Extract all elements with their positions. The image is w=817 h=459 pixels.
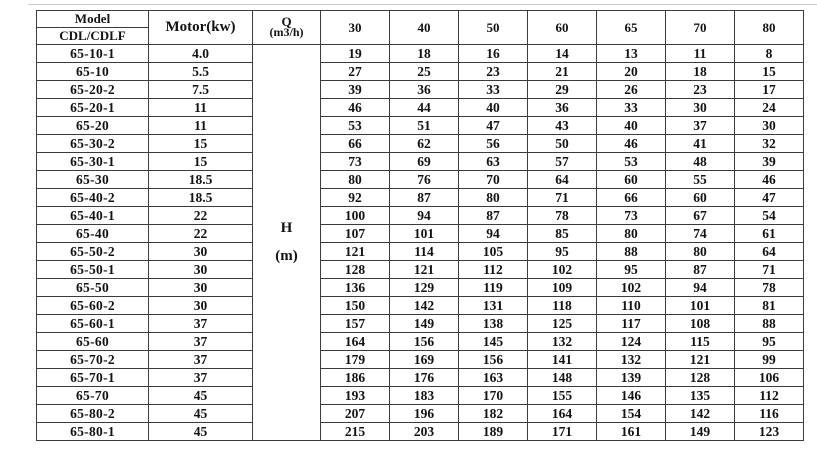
motor-power-cell: 45 bbox=[149, 423, 253, 441]
head-value-cell: 54 bbox=[735, 207, 804, 225]
head-value-cell: 61 bbox=[735, 225, 804, 243]
head-value-cell: 94 bbox=[459, 225, 528, 243]
head-value-cell: 25 bbox=[390, 63, 459, 81]
head-value-cell: 121 bbox=[390, 261, 459, 279]
motor-power-cell: 45 bbox=[149, 405, 253, 423]
motor-power-cell: 22 bbox=[149, 225, 253, 243]
model-cell: 65-60-2 bbox=[37, 297, 149, 315]
header-flow-50: 50 bbox=[459, 11, 528, 45]
head-value-cell: 132 bbox=[597, 351, 666, 369]
header-flow-unit bbox=[253, 11, 321, 45]
head-value-cell: 85 bbox=[528, 225, 597, 243]
table-row bbox=[37, 99, 804, 117]
header-model-series: CDL/CDLF bbox=[37, 28, 149, 45]
head-value-cell: 112 bbox=[735, 387, 804, 405]
head-value-cell: 17 bbox=[735, 81, 804, 99]
motor-power-cell: 30 bbox=[149, 243, 253, 261]
model-cell: 65-70 bbox=[37, 387, 149, 405]
table-row bbox=[37, 45, 804, 63]
head-value-cell: 74 bbox=[666, 225, 735, 243]
table-row bbox=[37, 315, 804, 333]
head-value-cell: 70 bbox=[459, 171, 528, 189]
head-value-cell: 100 bbox=[321, 207, 390, 225]
pump-spec-table bbox=[36, 10, 804, 441]
head-value-cell: 161 bbox=[597, 423, 666, 441]
h-symbol: H bbox=[280, 220, 293, 236]
head-value-cell: 40 bbox=[459, 99, 528, 117]
head-value-cell: 146 bbox=[597, 387, 666, 405]
head-value-cell: 92 bbox=[321, 189, 390, 207]
h-unit: (m) bbox=[275, 248, 298, 264]
head-value-cell: 102 bbox=[597, 279, 666, 297]
head-value-cell: 110 bbox=[597, 297, 666, 315]
head-value-cell: 81 bbox=[735, 297, 804, 315]
motor-power-cell: 15 bbox=[149, 135, 253, 153]
head-value-cell: 24 bbox=[735, 99, 804, 117]
head-value-cell: 156 bbox=[390, 333, 459, 351]
head-value-cell: 148 bbox=[528, 369, 597, 387]
table-row bbox=[37, 207, 804, 225]
head-value-cell: 44 bbox=[390, 99, 459, 117]
head-value-cell: 94 bbox=[666, 279, 735, 297]
head-value-cell: 69 bbox=[390, 153, 459, 171]
head-value-cell: 155 bbox=[528, 387, 597, 405]
head-value-cell: 8 bbox=[735, 45, 804, 63]
head-value-cell: 46 bbox=[735, 171, 804, 189]
head-value-cell: 56 bbox=[459, 135, 528, 153]
head-value-cell: 16 bbox=[459, 45, 528, 63]
table-row bbox=[37, 405, 804, 423]
head-value-cell: 11 bbox=[666, 45, 735, 63]
head-value-cell: 71 bbox=[735, 261, 804, 279]
head-value-cell: 60 bbox=[597, 171, 666, 189]
head-value-cell: 36 bbox=[390, 81, 459, 99]
head-value-cell: 53 bbox=[321, 117, 390, 135]
model-cell: 65-60-1 bbox=[37, 315, 149, 333]
head-value-cell: 71 bbox=[528, 189, 597, 207]
head-value-cell: 163 bbox=[459, 369, 528, 387]
head-value-cell: 215 bbox=[321, 423, 390, 441]
head-value-cell: 53 bbox=[597, 153, 666, 171]
head-value-cell: 125 bbox=[528, 315, 597, 333]
table-row bbox=[37, 297, 804, 315]
head-value-cell: 193 bbox=[321, 387, 390, 405]
head-value-cell: 123 bbox=[735, 423, 804, 441]
table-row bbox=[37, 333, 804, 351]
head-value-cell: 87 bbox=[390, 189, 459, 207]
head-value-cell: 78 bbox=[735, 279, 804, 297]
head-value-cell: 80 bbox=[321, 171, 390, 189]
head-value-cell: 108 bbox=[666, 315, 735, 333]
head-value-cell: 30 bbox=[666, 99, 735, 117]
head-value-cell: 101 bbox=[666, 297, 735, 315]
table-row bbox=[37, 171, 804, 189]
head-value-cell: 128 bbox=[321, 261, 390, 279]
head-value-cell: 62 bbox=[390, 135, 459, 153]
head-value-cell: 80 bbox=[597, 225, 666, 243]
head-value-cell: 23 bbox=[666, 81, 735, 99]
head-value-cell: 189 bbox=[459, 423, 528, 441]
head-value-cell: 171 bbox=[528, 423, 597, 441]
head-value-cell: 203 bbox=[390, 423, 459, 441]
head-value-cell: 46 bbox=[597, 135, 666, 153]
motor-power-cell: 15 bbox=[149, 153, 253, 171]
motor-power-cell: 18.5 bbox=[149, 171, 253, 189]
head-value-cell: 95 bbox=[597, 261, 666, 279]
header-flow-60: 60 bbox=[528, 11, 597, 45]
head-value-cell: 115 bbox=[666, 333, 735, 351]
table-row bbox=[37, 225, 804, 243]
model-cell: 65-30-2 bbox=[37, 135, 149, 153]
head-value-cell: 99 bbox=[735, 351, 804, 369]
head-value-cell: 87 bbox=[666, 261, 735, 279]
head-value-cell: 66 bbox=[597, 189, 666, 207]
model-cell: 65-60 bbox=[37, 333, 149, 351]
head-value-cell: 13 bbox=[597, 45, 666, 63]
head-value-cell: 196 bbox=[390, 405, 459, 423]
head-value-cell: 60 bbox=[666, 189, 735, 207]
motor-power-cell: 37 bbox=[149, 333, 253, 351]
head-value-cell: 179 bbox=[321, 351, 390, 369]
motor-power-cell: 37 bbox=[149, 369, 253, 387]
motor-power-cell: 45 bbox=[149, 387, 253, 405]
motor-power-cell: 30 bbox=[149, 261, 253, 279]
head-value-cell: 64 bbox=[735, 243, 804, 261]
head-value-cell: 149 bbox=[390, 315, 459, 333]
q-unit: (m3/h) bbox=[269, 25, 304, 40]
head-value-cell: 139 bbox=[597, 369, 666, 387]
table-row bbox=[37, 81, 804, 99]
motor-power-cell: 37 bbox=[149, 351, 253, 369]
model-cell: 65-50 bbox=[37, 279, 149, 297]
head-value-cell: 95 bbox=[528, 243, 597, 261]
table-row bbox=[37, 63, 804, 81]
motor-power-cell: 7.5 bbox=[149, 81, 253, 99]
table-row bbox=[37, 117, 804, 135]
head-value-cell: 18 bbox=[390, 45, 459, 63]
head-value-cell: 182 bbox=[459, 405, 528, 423]
head-value-cell: 33 bbox=[459, 81, 528, 99]
motor-power-cell: 18.5 bbox=[149, 189, 253, 207]
table-row bbox=[37, 243, 804, 261]
head-value-cell: 164 bbox=[321, 333, 390, 351]
head-value-cell: 186 bbox=[321, 369, 390, 387]
head-value-cell: 128 bbox=[666, 369, 735, 387]
table-row bbox=[37, 369, 804, 387]
table-row bbox=[37, 189, 804, 207]
head-value-cell: 154 bbox=[597, 405, 666, 423]
head-value-cell: 109 bbox=[528, 279, 597, 297]
head-value-cell: 114 bbox=[390, 243, 459, 261]
header-model-top: Model bbox=[37, 11, 149, 28]
model-cell: 65-30 bbox=[37, 171, 149, 189]
head-value-cell: 94 bbox=[390, 207, 459, 225]
head-value-cell: 207 bbox=[321, 405, 390, 423]
motor-power-cell: 30 bbox=[149, 279, 253, 297]
head-value-cell: 18 bbox=[666, 63, 735, 81]
head-value-cell: 183 bbox=[390, 387, 459, 405]
table-row bbox=[37, 423, 804, 441]
head-value-cell: 170 bbox=[459, 387, 528, 405]
head-value-cell: 176 bbox=[390, 369, 459, 387]
head-value-cell: 78 bbox=[528, 207, 597, 225]
head-value-cell: 39 bbox=[321, 81, 390, 99]
head-value-cell: 23 bbox=[459, 63, 528, 81]
head-value-cell: 169 bbox=[390, 351, 459, 369]
head-value-cell: 46 bbox=[321, 99, 390, 117]
head-value-cell: 76 bbox=[390, 171, 459, 189]
model-cell: 65-40-1 bbox=[37, 207, 149, 225]
motor-power-cell: 11 bbox=[149, 99, 253, 117]
head-value-cell: 32 bbox=[735, 135, 804, 153]
head-value-cell: 131 bbox=[459, 297, 528, 315]
head-value-cell: 138 bbox=[459, 315, 528, 333]
head-value-cell: 121 bbox=[666, 351, 735, 369]
header-motor: Motor(kw) bbox=[149, 11, 253, 45]
head-value-cell: 119 bbox=[459, 279, 528, 297]
head-value-cell: 64 bbox=[528, 171, 597, 189]
head-value-cell: 48 bbox=[666, 153, 735, 171]
head-value-cell: 47 bbox=[459, 117, 528, 135]
head-value-cell: 132 bbox=[528, 333, 597, 351]
model-cell: 65-70-1 bbox=[37, 369, 149, 387]
model-cell: 65-50-1 bbox=[37, 261, 149, 279]
head-value-cell: 112 bbox=[459, 261, 528, 279]
header-flow-65: 65 bbox=[597, 11, 666, 45]
head-value-cell: 106 bbox=[735, 369, 804, 387]
motor-power-cell: 11 bbox=[149, 117, 253, 135]
head-value-cell: 118 bbox=[528, 297, 597, 315]
head-value-cell: 14 bbox=[528, 45, 597, 63]
head-value-cell: 80 bbox=[666, 243, 735, 261]
head-value-cell: 101 bbox=[390, 225, 459, 243]
head-value-cell: 30 bbox=[735, 117, 804, 135]
model-cell: 65-40 bbox=[37, 225, 149, 243]
head-value-cell: 29 bbox=[528, 81, 597, 99]
head-value-cell: 27 bbox=[321, 63, 390, 81]
head-value-cell: 50 bbox=[528, 135, 597, 153]
model-cell: 65-80-2 bbox=[37, 405, 149, 423]
model-cell: 65-70-2 bbox=[37, 351, 149, 369]
head-value-cell: 73 bbox=[597, 207, 666, 225]
head-value-cell: 57 bbox=[528, 153, 597, 171]
header-flow-40: 40 bbox=[390, 11, 459, 45]
head-value-cell: 150 bbox=[321, 297, 390, 315]
scan-artifact-line bbox=[28, 4, 817, 5]
motor-power-cell: 5.5 bbox=[149, 63, 253, 81]
model-cell: 65-40-2 bbox=[37, 189, 149, 207]
model-cell: 65-80-1 bbox=[37, 423, 149, 441]
header-flow-30: 30 bbox=[321, 11, 390, 45]
head-value-cell: 37 bbox=[666, 117, 735, 135]
model-cell: 65-10-1 bbox=[37, 45, 149, 63]
motor-power-cell: 37 bbox=[149, 315, 253, 333]
model-cell: 65-20 bbox=[37, 117, 149, 135]
head-value-cell: 142 bbox=[390, 297, 459, 315]
head-value-cell: 19 bbox=[321, 45, 390, 63]
head-value-cell: 41 bbox=[666, 135, 735, 153]
head-value-cell: 87 bbox=[459, 207, 528, 225]
head-value-cell: 55 bbox=[666, 171, 735, 189]
head-value-cell: 157 bbox=[321, 315, 390, 333]
head-value-cell: 141 bbox=[528, 351, 597, 369]
table-body bbox=[37, 45, 804, 441]
head-value-cell: 67 bbox=[666, 207, 735, 225]
header-flow-70: 70 bbox=[666, 11, 735, 45]
head-value-cell: 124 bbox=[597, 333, 666, 351]
head-value-cell: 121 bbox=[321, 243, 390, 261]
head-value-cell: 51 bbox=[390, 117, 459, 135]
table-row bbox=[37, 351, 804, 369]
head-value-cell: 116 bbox=[735, 405, 804, 423]
table-row bbox=[37, 261, 804, 279]
head-value-cell: 15 bbox=[735, 63, 804, 81]
head-value-cell: 88 bbox=[597, 243, 666, 261]
head-value-cell: 43 bbox=[528, 117, 597, 135]
model-cell: 65-20-2 bbox=[37, 81, 149, 99]
model-cell: 65-10 bbox=[37, 63, 149, 81]
head-unit-cell bbox=[253, 45, 321, 441]
table-header bbox=[37, 11, 804, 45]
head-value-cell: 39 bbox=[735, 153, 804, 171]
q-symbol: Q bbox=[281, 14, 292, 30]
head-value-cell: 102 bbox=[528, 261, 597, 279]
head-value-cell: 135 bbox=[666, 387, 735, 405]
motor-power-cell: 30 bbox=[149, 297, 253, 315]
model-cell: 65-50-2 bbox=[37, 243, 149, 261]
head-value-cell: 149 bbox=[666, 423, 735, 441]
head-value-cell: 95 bbox=[735, 333, 804, 351]
head-value-cell: 36 bbox=[528, 99, 597, 117]
head-value-cell: 26 bbox=[597, 81, 666, 99]
header-row-1 bbox=[37, 11, 804, 28]
table-row bbox=[37, 153, 804, 171]
head-value-cell: 156 bbox=[459, 351, 528, 369]
head-value-cell: 63 bbox=[459, 153, 528, 171]
head-value-cell: 145 bbox=[459, 333, 528, 351]
head-value-cell: 129 bbox=[390, 279, 459, 297]
head-value-cell: 21 bbox=[528, 63, 597, 81]
head-value-cell: 117 bbox=[597, 315, 666, 333]
table-row bbox=[37, 387, 804, 405]
head-value-cell: 80 bbox=[459, 189, 528, 207]
head-value-cell: 33 bbox=[597, 99, 666, 117]
head-value-cell: 136 bbox=[321, 279, 390, 297]
model-cell: 65-30-1 bbox=[37, 153, 149, 171]
head-value-cell: 47 bbox=[735, 189, 804, 207]
head-value-cell: 105 bbox=[459, 243, 528, 261]
head-value-cell: 142 bbox=[666, 405, 735, 423]
table-row bbox=[37, 135, 804, 153]
head-value-cell: 40 bbox=[597, 117, 666, 135]
table-row bbox=[37, 279, 804, 297]
head-value-cell: 66 bbox=[321, 135, 390, 153]
header-flow-80: 80 bbox=[735, 11, 804, 45]
model-cell: 65-20-1 bbox=[37, 99, 149, 117]
head-value-cell: 164 bbox=[528, 405, 597, 423]
head-value-cell: 107 bbox=[321, 225, 390, 243]
head-value-cell: 88 bbox=[735, 315, 804, 333]
motor-power-cell: 4.0 bbox=[149, 45, 253, 63]
head-value-cell: 20 bbox=[597, 63, 666, 81]
motor-power-cell: 22 bbox=[149, 207, 253, 225]
head-value-cell: 73 bbox=[321, 153, 390, 171]
